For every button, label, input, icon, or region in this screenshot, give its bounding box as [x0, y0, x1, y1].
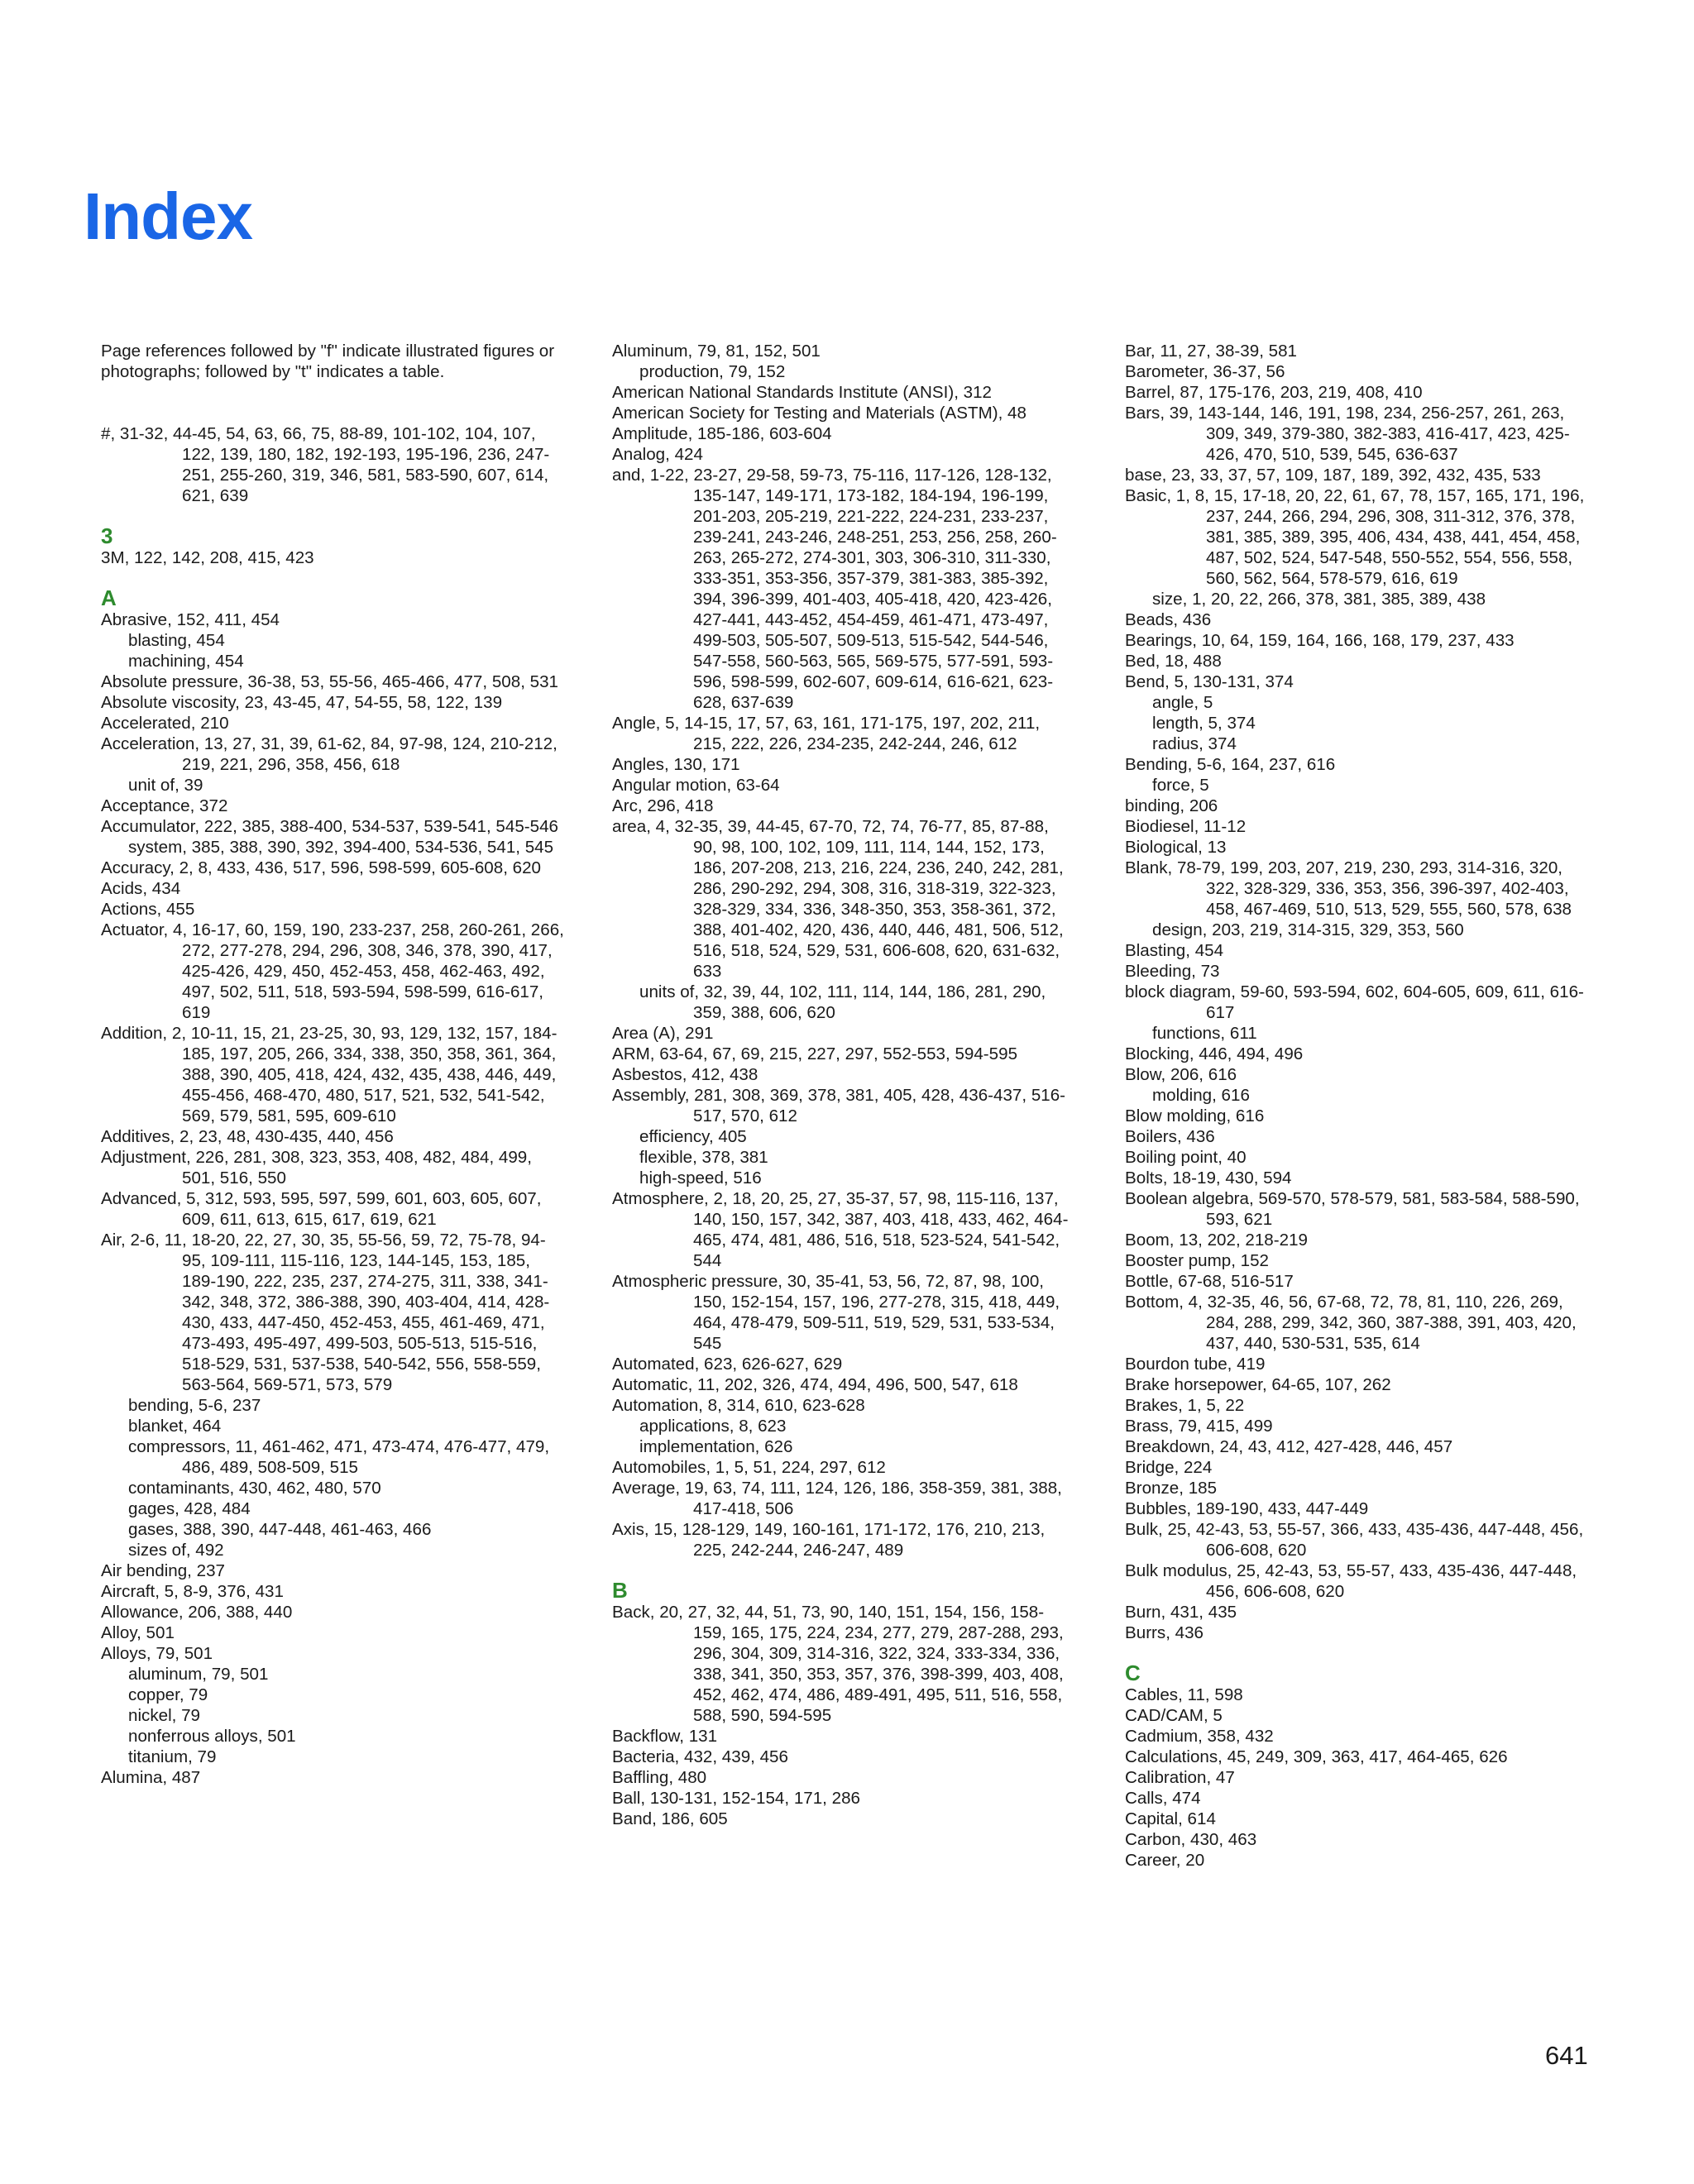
index-entry: Atmosphere, 2, 18, 20, 25, 27, 35-37, 57, 98, 115-116, 137, 140, 150, 157, 342, 387, 403, 418, 433, 462, 464-465, 474, 481, 486, 516, 518, 523-524, 541-542, 544: [612, 1189, 1069, 1270]
index-entry: Alumina, 487: [101, 1768, 201, 1787]
index-column-3: [1125, 341, 1588, 1871]
index-entry: Assembly, 281, 308, 369, 378, 381, 405, 428, 436-437, 516-517, 570, 612: [612, 1086, 1066, 1125]
section-letter-heading: B: [612, 1578, 628, 1603]
section-letter-heading: A: [101, 585, 117, 610]
index-entry: and, 1-22, 23-27, 29-58, 59-73, 75-116, 117-126, 128-132, 135-147, 149-171, 173-182, 184-194, 196-199, 201-203, 205-219, 221-222, 224-231, 233-237, 239-241, 243-246, 248-251, 253, 256, 258, 260-263, 265-272, 274-301, 303, 306-310, 311-330, 333-351, 353-356, 357-379, 381-383, 385-392, 394, 396-399, 401-403, 405-418, 420, 423-426, 427-441, 443-452, 454-459, 461-471, 473-497, 499-503, 505-507, 509-513, 515-542, 544-546, 547-558, 560-563, 565, 569-575, 577-591, 593-596, 598-599, 602-607, 609-614, 616-621, 623-628, 637-639: [612, 466, 1057, 712]
index-entry: Calculations, 45, 249, 309, 363, 417, 464-465, 626: [1125, 1747, 1508, 1766]
index-entry: Capital, 614: [1125, 1809, 1216, 1828]
spacer: [1125, 1643, 1588, 1662]
index-entry: Bars, 39, 143-144, 146, 191, 198, 234, 256-257, 261, 263, 309, 349, 379-380, 382-383, 416-417, 423, 425-426, 470, 510, 539, 545, 636-637: [1125, 404, 1570, 464]
index-entry: Blow molding, 616: [1125, 1106, 1265, 1125]
index-entry: Barrel, 87, 175-176, 203, 219, 408, 410: [1125, 383, 1423, 402]
index-subentry: system, 385, 388, 390, 392, 394-400, 534-536, 541, 545: [128, 838, 554, 857]
index-entry: Automatic, 11, 202, 326, 474, 494, 496, 500, 547, 618: [612, 1375, 1018, 1394]
index-entry: Average, 19, 63, 74, 111, 124, 126, 186, 358-359, 381, 388, 417-418, 506: [612, 1479, 1062, 1518]
index-entry: Aluminum, 79, 81, 152, 501: [612, 342, 821, 361]
index-entry: Breakdown, 24, 43, 412, 427-428, 446, 457: [1125, 1437, 1453, 1456]
index-subentry: implementation, 626: [639, 1437, 793, 1456]
index-subentry: unit of, 39: [128, 776, 203, 795]
index-entry: Area (A), 291: [612, 1024, 714, 1043]
index-subentry: molding, 616: [1152, 1086, 1250, 1105]
page-title: Index: [84, 179, 252, 253]
index-entry: Bulk, 25, 42-43, 53, 55-57, 366, 433, 435-436, 447-448, 456, 606-608, 620: [1125, 1520, 1584, 1560]
index-entry: CAD/CAM, 5: [1125, 1706, 1223, 1725]
index-entry: Blasting, 454: [1125, 941, 1224, 960]
index-entry: American National Standards Institute (ANSI), 312: [612, 383, 993, 402]
index-column-2: [612, 341, 1075, 1829]
spacer: [612, 1560, 1075, 1579]
index-entry: Burrs, 436: [1125, 1623, 1204, 1642]
index-subentry: length, 5, 374: [1152, 714, 1256, 733]
index-subentry: force, 5: [1152, 776, 1209, 795]
index-entry: Absolute viscosity, 23, 43-45, 47, 54-55, 58, 122, 139: [101, 693, 503, 712]
index-entry: Biodiesel, 11-12: [1125, 817, 1247, 836]
index-subentry: units of, 32, 39, 44, 102, 111, 114, 144, 186, 281, 290, 359, 388, 606, 620: [639, 982, 1046, 1022]
index-entry: Bar, 11, 27, 38-39, 581: [1125, 342, 1297, 361]
index-subentry: angle, 5: [1152, 693, 1213, 712]
index-entry: Blank, 78-79, 199, 203, 207, 219, 230, 293, 314-316, 320, 322, 328-329, 336, 353, 356, 396-397, 402-403, 458, 467-469, 510, 513, 529, 555, 560, 578, 638: [1125, 858, 1572, 919]
index-subentry: applications, 8, 623: [639, 1417, 787, 1436]
index-entry: Bacteria, 432, 439, 456: [612, 1747, 788, 1766]
index-entry: American Society for Testing and Materials (ASTM), 48: [612, 404, 1026, 423]
index-entry: Amplitude, 185-186, 603-604: [612, 424, 832, 443]
index-subentry: flexible, 378, 381: [639, 1148, 768, 1167]
index-entry: Accuracy, 2, 8, 433, 436, 517, 596, 598-599, 605-608, 620: [101, 858, 542, 877]
index-entry: Automation, 8, 314, 610, 623-628: [612, 1396, 865, 1415]
index-subentry: blasting, 454: [128, 631, 225, 650]
index-entry: block diagram, 59-60, 593-594, 602, 604-605, 609, 611, 616-617: [1125, 982, 1584, 1022]
index-entry: Bubbles, 189-190, 433, 447-449: [1125, 1499, 1369, 1518]
index-subentry: functions, 611: [1152, 1024, 1257, 1043]
index-entry: Carbon, 430, 463: [1125, 1830, 1257, 1849]
index-entry-list: [612, 341, 1075, 1829]
index-entry: Abrasive, 152, 411, 454: [101, 610, 280, 629]
index-entry: Burn, 431, 435: [1125, 1603, 1237, 1622]
index-entry: Accumulator, 222, 385, 388-400, 534-537, 539-541, 545-546: [101, 817, 559, 836]
index-entry: Bottle, 67-68, 516-517: [1125, 1272, 1294, 1291]
index-subentry: titanium, 79: [128, 1747, 217, 1766]
index-entry: Aircraft, 5, 8-9, 376, 431: [101, 1582, 284, 1601]
index-entry: Calls, 474: [1125, 1789, 1201, 1808]
index-entry: Bourdon tube, 419: [1125, 1355, 1266, 1374]
index-entry: Asbestos, 412, 438: [612, 1065, 758, 1084]
index-entry: Career, 20: [1125, 1851, 1205, 1870]
index-entry: Analog, 424: [612, 445, 703, 464]
index-entry: Blow, 206, 616: [1125, 1065, 1237, 1084]
index-subentry: nickel, 79: [128, 1706, 201, 1725]
index-entry: Basic, 1, 8, 15, 17-18, 20, 22, 61, 67, 78, 157, 165, 171, 196, 237, 244, 266, 294, 296, 308, 311-312, 376, 378, 381, 385, 389, 395, 406, 434, 438, 441, 454, 458, 487, 502, 524, 547-548, 550-552, 554, 556, 558, 560, 562, 564, 578-579, 616, 619: [1125, 486, 1585, 588]
index-subentry: production, 79, 152: [639, 362, 786, 381]
index-subentry: bending, 5-6, 237: [128, 1396, 261, 1415]
index-entry-list: [101, 423, 564, 1788]
index-subentry: compressors, 11, 461-462, 471, 473-474, 476-477, 479, 486, 489, 508-509, 515: [128, 1437, 550, 1477]
index-entry: Addition, 2, 10-11, 15, 21, 23-25, 30, 93, 129, 132, 157, 184-185, 197, 205, 266, 334, 338, 350, 358, 361, 364, 388, 390, 405, 418, 424, 432, 435, 438, 446, 449, 455-456, 468-470, 480, 517, 521, 532, 541-542, 569, 579, 581, 595, 609-610: [101, 1024, 557, 1125]
index-subentry: machining, 454: [128, 652, 244, 671]
index-entry: binding, 206: [1125, 796, 1218, 815]
index-subentry: aluminum, 79, 501: [128, 1665, 269, 1684]
index-entry: Allowance, 206, 388, 440: [101, 1603, 293, 1622]
index-entry: Acceleration, 13, 27, 31, 39, 61-62, 84, 97-98, 124, 210-212, 219, 221, 296, 358, 456, 618: [101, 734, 557, 774]
index-entry: Automated, 623, 626-627, 629: [612, 1355, 843, 1374]
index-entry: Bulk modulus, 25, 42-43, 53, 55-57, 433, 435-436, 447-448, 456, 606-608, 620: [1125, 1561, 1577, 1601]
index-subentry: gases, 388, 390, 447-448, 461-463, 466: [128, 1520, 432, 1539]
index-entry: Bronze, 185: [1125, 1479, 1218, 1498]
spacer: [101, 568, 564, 587]
index-entry: Baffling, 480: [612, 1768, 707, 1787]
index-entry: Bend, 5, 130-131, 374: [1125, 672, 1294, 691]
index-entry: Boilers, 436: [1125, 1127, 1215, 1146]
index-entry: Brass, 79, 415, 499: [1125, 1417, 1273, 1436]
index-entry: Air, 2-6, 11, 18-20, 22, 27, 30, 35, 55-56, 59, 72, 75-78, 94-95, 109-111, 115-116, 123, 144-145, 153, 185, 189-190, 222, 235, 237, 274-275, 311, 338, 341-342, 348, 372, 386-388, 390, 403-404, 414, 428-430, 433, 447-450, 452-453, 455, 461-469, 471, 473-493, 495-497, 499-503, 505-513, 515-516, 518-529, 531, 537-538, 540-542, 556, 558-559, 563-564, 569-571, 573, 579: [101, 1231, 550, 1394]
index-entry: Angles, 130, 171: [612, 755, 740, 774]
index-entry: 3M, 122, 142, 208, 415, 423: [101, 548, 314, 567]
index-entry: Arc, 296, 418: [612, 796, 714, 815]
index-subentry: contaminants, 430, 462, 480, 570: [128, 1479, 381, 1498]
section-letter-heading: 3: [101, 523, 113, 548]
index-entry: Bridge, 224: [1125, 1458, 1213, 1477]
index-entry: Adjustment, 226, 281, 308, 323, 353, 408, 482, 484, 499, 501, 516, 550: [101, 1148, 532, 1188]
spacer: [101, 506, 564, 525]
index-entry: Angular motion, 63-64: [612, 776, 780, 795]
index-entry: Axis, 15, 128-129, 149, 160-161, 171-172, 176, 210, 213, 225, 242-244, 246-247, 489: [612, 1520, 1046, 1560]
index-subentry: design, 203, 219, 314-315, 329, 353, 560: [1152, 920, 1464, 939]
index-entry: Absolute pressure, 36-38, 53, 55-56, 465-466, 477, 508, 531: [101, 672, 558, 691]
index-entry: Brakes, 1, 5, 22: [1125, 1396, 1245, 1415]
index-entry: Atmospheric pressure, 30, 35-41, 53, 56, 72, 87, 98, 100, 150, 152-154, 157, 196, 277-278, 315, 418, 449, 464, 478-479, 509-511, 519, 529, 531, 533-534, 545: [612, 1272, 1060, 1353]
index-entry: Beads, 436: [1125, 610, 1212, 629]
index-entry: Biological, 13: [1125, 838, 1227, 857]
section-letter-heading: C: [1125, 1661, 1141, 1685]
index-entry: Accelerated, 210: [101, 714, 229, 733]
spacer: [101, 382, 564, 423]
index-entry: Boiling point, 40: [1125, 1148, 1247, 1167]
index-subentry: blanket, 464: [128, 1417, 222, 1436]
index-entry: Alloys, 79, 501: [101, 1644, 213, 1663]
index-entry: Bearings, 10, 64, 159, 164, 166, 168, 179, 237, 433: [1125, 631, 1515, 650]
index-entry: base, 23, 33, 37, 57, 109, 187, 189, 392, 432, 435, 533: [1125, 466, 1541, 485]
index-entry: Alloy, 501: [101, 1623, 175, 1642]
index-entry: Bleeding, 73: [1125, 962, 1220, 981]
index-entry: Cables, 11, 598: [1125, 1685, 1243, 1704]
index-entry: Boom, 13, 202, 218-219: [1125, 1231, 1308, 1250]
index-entry: Acids, 434: [101, 879, 181, 898]
index-entry: Automobiles, 1, 5, 51, 224, 297, 612: [612, 1458, 886, 1477]
index-column-1: [101, 341, 564, 1788]
index-entry: Band, 186, 605: [612, 1809, 728, 1828]
index-entry: Boolean algebra, 569-570, 578-579, 581, 583-584, 588-590, 593, 621: [1125, 1189, 1580, 1229]
index-entry: Bolts, 18-19, 430, 594: [1125, 1168, 1292, 1188]
index-entry: Bed, 18, 488: [1125, 652, 1222, 671]
index-subentry: size, 1, 20, 22, 266, 378, 381, 385, 389, 438: [1152, 590, 1486, 609]
index-entry: Angle, 5, 14-15, 17, 57, 63, 161, 171-175, 197, 202, 211, 215, 222, 226, 234-235, 242-244, 246, 612: [612, 714, 1041, 753]
index-entry: Advanced, 5, 312, 593, 595, 597, 599, 601, 603, 605, 607, 609, 611, 613, 615, 617, 619, 621: [101, 1189, 542, 1229]
index-subentry: copper, 79: [128, 1685, 208, 1704]
index-entry: area, 4, 32-35, 39, 44-45, 67-70, 72, 74, 76-77, 85, 87-88, 90, 98, 100, 102, 109, 111, 114, 144, 152, 173, 186, 207-208, 213, 216, 224, 236, 240, 242, 281, 286, 290-292, 294, 308, 316, 318-319, 322-323, 328-329, 334, 336, 348-350, 353, 358-361, 372, 388, 401-402, 420, 436, 440, 446, 481, 506, 512, 516, 518, 524, 529, 531, 606-608, 620, 631-632, 633: [612, 817, 1064, 981]
index-entry: Cadmium, 358, 432: [1125, 1727, 1274, 1746]
index-subentry: high-speed, 516: [639, 1168, 762, 1188]
index-subentry: radius, 374: [1152, 734, 1237, 753]
index-intro-note: Page references followed by "f" indicate illustrated figures or photographs; followed by "t" indicates a table.: [101, 342, 555, 381]
index-entry: Brake horsepower, 64-65, 107, 262: [1125, 1375, 1391, 1394]
index-entry: Calibration, 47: [1125, 1768, 1235, 1787]
index-entry: Bottom, 4, 32-35, 46, 56, 67-68, 72, 78, 81, 110, 226, 269, 284, 288, 299, 342, 360, 387-388, 391, 403, 420, 437, 440, 530-531, 535, 614: [1125, 1293, 1577, 1353]
index-entry: Booster pump, 152: [1125, 1251, 1270, 1270]
index-entry: Blocking, 446, 494, 496: [1125, 1044, 1304, 1063]
index-subentry: nonferrous alloys, 501: [128, 1727, 296, 1746]
index-entry: ARM, 63-64, 67, 69, 215, 227, 297, 552-553, 594-595: [612, 1044, 1018, 1063]
index-entry: Actuator, 4, 16-17, 60, 159, 190, 233-237, 258, 260-261, 266, 272, 277-278, 294, 296, 308, 346, 378, 390, 417, 425-426, 429, 450, 452-453, 458, 462-463, 492, 497, 502, 511, 518, 593-594, 598-599, 616-617, 619: [101, 920, 564, 1022]
index-subentry: efficiency, 405: [639, 1127, 747, 1146]
index-entry: Back, 20, 27, 32, 44, 51, 73, 90, 140, 151, 154, 156, 158-159, 165, 175, 224, 234, 277, 279, 287-288, 293, 296, 304, 309, 314-316, 322, 324, 333-334, 336, 338, 341, 350, 353, 357, 376, 398-399, 403, 408, 452, 462, 474, 486, 489-491, 495, 511, 516, 558, 588, 590, 594-595: [612, 1603, 1064, 1725]
index-entry: Actions, 455: [101, 900, 195, 919]
index-entry: Additives, 2, 23, 48, 430-435, 440, 456: [101, 1127, 394, 1146]
index-entry: Acceptance, 372: [101, 796, 228, 815]
page-number: 641: [1545, 2041, 1588, 2070]
index-subentry: sizes of, 492: [128, 1541, 224, 1560]
index-entry: Air bending, 237: [101, 1561, 225, 1580]
index-entry: Backflow, 131: [612, 1727, 718, 1746]
index-entry: Barometer, 36-37, 56: [1125, 362, 1285, 381]
index-entry: Bending, 5-6, 164, 237, 616: [1125, 755, 1336, 774]
index-entry: #, 31-32, 44-45, 54, 63, 66, 75, 88-89, 101-102, 104, 107, 122, 139, 180, 182, 192-193, 195-196, 236, 247-251, 255-260, 319, 346, 581, 583-590, 607, 614, 621, 639: [101, 424, 550, 505]
index-entry: Ball, 130-131, 152-154, 171, 286: [612, 1789, 860, 1808]
index-subentry: gages, 428, 484: [128, 1499, 251, 1518]
index-entry-list: [1125, 341, 1588, 1871]
